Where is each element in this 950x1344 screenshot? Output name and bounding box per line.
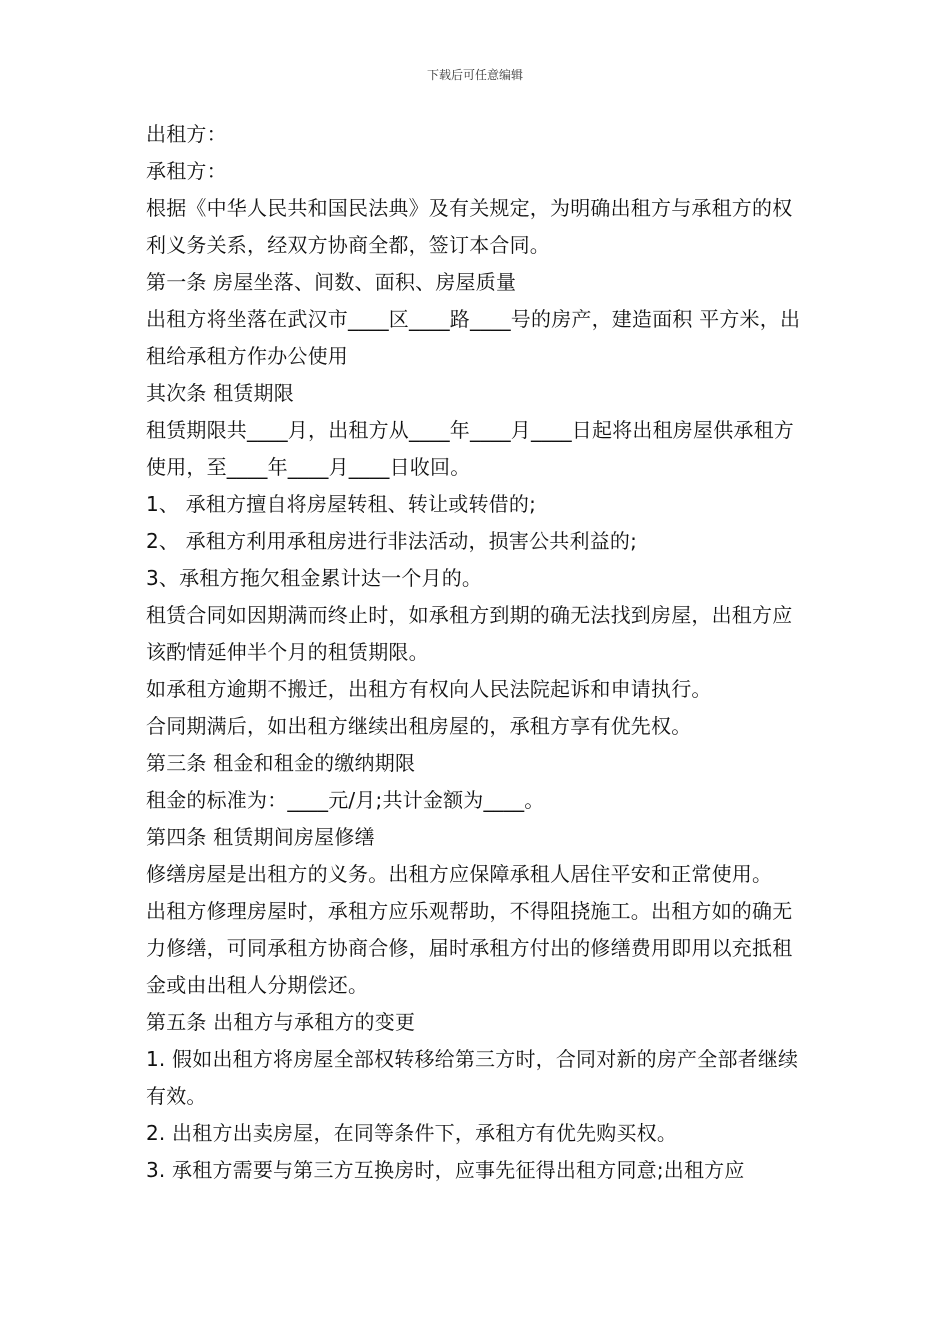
article-5-item-1: 1. 假如出租方将房屋全部权转移给第三方时，合同对新的房产全部者继续有效。 xyxy=(146,1047,799,1108)
list-item-3: 3、承租方拖欠租金累计达一个月的。 xyxy=(146,566,483,590)
paragraph-preamble: 根据《中华人民共和国民法典》及有关规定，为明确出租方与承租方的权利义务关系，经双方协商全都，签订本合同。 xyxy=(146,196,793,257)
article-1-body: 出租方将坐落在武汉市____区____路____号的房产，建造面积 平方米，出租给承租方作办公使用 xyxy=(146,307,801,368)
article-4-heading: 第四条 租赁期间房屋修缮 xyxy=(146,825,375,849)
article-1-heading: 第一条 房屋坐落、间数、面积、房屋质量 xyxy=(146,270,517,294)
article-2-heading: 其次条 租赁期限 xyxy=(146,381,294,405)
article-4-body-2: 出租方修理房屋时，承租方应乐观帮助，不得阻挠施工。出租方如的确无力修缮，可同承租方协商合修，届时承租方付出的修缮费用即用以充抵租金或由出租人分期偿还。 xyxy=(146,899,793,997)
article-5-item-3: 3. 承租方需要与第三方互换房时，应事先征得出租方同意;出租方应 xyxy=(146,1158,745,1182)
article-2-body: 租赁期限共____月，出租方从____年____月____日起将出租房屋供承租方使用，至____年____月____日收回。 xyxy=(146,418,794,479)
article-3-body: 租金的标准为：____元/月;共计金额为____。 xyxy=(146,788,545,812)
paragraph-lessor: 出租方： xyxy=(146,122,227,146)
paragraph-priority: 合同期满后，如出租方继续出租房屋的，承租方享有优先权。 xyxy=(146,714,692,738)
article-5-heading: 第五条 出租方与承租方的变更 xyxy=(146,1010,416,1034)
article-5-item-2: 2. 出租方出卖房屋，在同等条件下，承租方有优先购买权。 xyxy=(146,1121,678,1145)
document-body xyxy=(146,116,812,1189)
list-item-1: 1、 承租方擅自将房屋转租、转让或转借的; xyxy=(146,492,537,516)
page-header-note: 下载后可任意编辑 xyxy=(426,68,523,82)
article-4-body-1: 修缮房屋是出租方的义务。出租方应保障承租人居住平安和正常使用。 xyxy=(146,862,773,886)
list-item-2: 2、 承租方利用承租房进行非法活动，损害公共利益的; xyxy=(146,529,638,553)
paragraph-overdue: 如承租方逾期不搬迁，出租方有权向人民法院起诉和申请执行。 xyxy=(146,677,712,701)
paragraph-lessee: 承租方： xyxy=(146,159,227,183)
paragraph-term-extension: 租赁合同如因期满而终止时，如承租方到期的确无法找到房屋，出租方应该酌情延伸半个月的租赁期限。 xyxy=(146,603,793,664)
article-3-heading: 第三条 租金和租金的缴纳期限 xyxy=(146,751,416,775)
